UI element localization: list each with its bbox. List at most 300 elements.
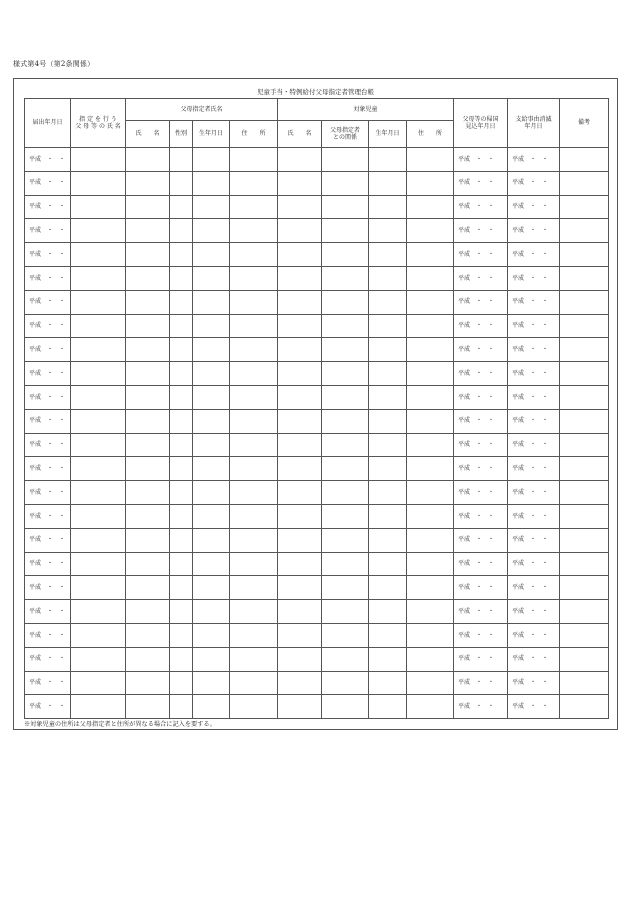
cell-return-date: 平成 ・ ・ [454,623,508,647]
cell-designee-sex [170,409,193,433]
cell-return-date: 平成 ・ ・ [454,148,508,172]
cell-child-address [407,600,454,624]
cell-child-birthdate [369,148,407,172]
cell-designee-sex [170,528,193,552]
cell-remarks [560,647,609,671]
cell-child-address [407,504,454,528]
table-row [25,314,609,338]
cell-designee-address [230,528,278,552]
cell-designee-address [230,576,278,600]
cell-designee-address [230,266,278,290]
cell-notification-date: 平成 ・ ・ [25,481,71,505]
cell-remarks [560,409,609,433]
header-child-birthdate: 生年月日 [369,121,407,148]
cell-child-name [278,171,322,195]
cell-child-relationship [322,528,369,552]
cell-remarks [560,219,609,243]
cell-return-date: 平成 ・ ・ [454,504,508,528]
ledger-body [25,148,609,719]
cell-child-relationship [322,338,369,362]
cell-notification-date: 平成 ・ ・ [25,338,71,362]
cell-return-date: 平成 ・ ・ [454,338,508,362]
cell-cessation-date: 平成 ・ ・ [508,600,560,624]
cell-designee-name [126,362,170,386]
cell-cessation-date: 平成 ・ ・ [508,266,560,290]
cell-child-birthdate [369,433,407,457]
table-row [25,647,609,671]
cell-designee-address [230,552,278,576]
cell-designee-name [126,457,170,481]
cell-notification-date: 平成 ・ ・ [25,433,71,457]
header-designee-birthdate: 生年月日 [193,121,230,148]
cell-child-address [407,576,454,600]
table-row [25,695,609,719]
table-row [25,433,609,457]
cell-designee-name [126,219,170,243]
table-row [25,481,609,505]
cell-designee-birthdate [193,314,230,338]
cell-designee-address [230,338,278,362]
cell-designating-parent [71,695,126,719]
cell-return-date: 平成 ・ ・ [454,600,508,624]
cell-return-date: 平成 ・ ・ [454,266,508,290]
cell-return-date: 平成 ・ ・ [454,385,508,409]
cell-child-birthdate [369,385,407,409]
cell-notification-date: 平成 ・ ・ [25,362,71,386]
cell-designee-birthdate [193,385,230,409]
cell-child-name [278,243,322,267]
cell-notification-date: 平成 ・ ・ [25,623,71,647]
cell-cessation-date: 平成 ・ ・ [508,647,560,671]
cell-designee-sex [170,266,193,290]
cell-child-birthdate [369,552,407,576]
cell-designee-sex [170,671,193,695]
cell-return-date: 平成 ・ ・ [454,171,508,195]
cell-return-date: 平成 ・ ・ [454,671,508,695]
cell-return-date: 平成 ・ ・ [454,243,508,267]
cell-designating-parent [71,457,126,481]
cell-designee-sex [170,385,193,409]
cell-designee-sex [170,195,193,219]
cell-child-name [278,671,322,695]
cell-designee-sex [170,243,193,267]
cell-child-relationship [322,409,369,433]
cell-child-name [278,195,322,219]
cell-child-relationship [322,362,369,386]
cell-designating-parent [71,623,126,647]
cell-designee-sex [170,433,193,457]
cell-return-date: 平成 ・ ・ [454,695,508,719]
header-designee-address: 住 所 [230,121,278,148]
cell-child-birthdate [369,576,407,600]
cell-return-date: 平成 ・ ・ [454,457,508,481]
cell-remarks [560,528,609,552]
cell-cessation-date: 平成 ・ ・ [508,171,560,195]
header-notification-date: 届出年月日 [25,99,71,148]
cell-remarks [560,457,609,481]
cell-designating-parent [71,504,126,528]
cell-cessation-date: 平成 ・ ・ [508,695,560,719]
cell-return-date: 平成 ・ ・ [454,314,508,338]
cell-child-relationship [322,243,369,267]
cell-child-relationship [322,219,369,243]
cell-child-name [278,481,322,505]
cell-designating-parent [71,148,126,172]
cell-child-name [278,552,322,576]
cell-child-birthdate [369,504,407,528]
cell-designee-birthdate [193,290,230,314]
cell-remarks [560,243,609,267]
cell-child-birthdate [369,219,407,243]
cell-child-name [278,695,322,719]
cell-child-birthdate [369,314,407,338]
cell-designee-address [230,600,278,624]
cell-cessation-date: 平成 ・ ・ [508,433,560,457]
cell-child-name [278,219,322,243]
cell-designee-sex [170,171,193,195]
cell-designee-birthdate [193,576,230,600]
cell-return-date: 平成 ・ ・ [454,576,508,600]
cell-child-relationship [322,314,369,338]
cell-designee-birthdate [193,600,230,624]
cell-designee-sex [170,362,193,386]
cell-designee-birthdate [193,623,230,647]
cell-child-address [407,409,454,433]
cell-designee-address [230,219,278,243]
cell-child-name [278,457,322,481]
cell-designee-name [126,433,170,457]
cell-child-address [407,362,454,386]
cell-child-name [278,576,322,600]
table-row [25,504,609,528]
cell-remarks [560,171,609,195]
cell-designee-sex [170,219,193,243]
cell-designee-address [230,481,278,505]
cell-designee-address [230,433,278,457]
cell-remarks [560,266,609,290]
cell-remarks [560,600,609,624]
table-row [25,195,609,219]
cell-designating-parent [71,600,126,624]
cell-notification-date: 平成 ・ ・ [25,290,71,314]
cell-designee-birthdate [193,671,230,695]
cell-child-relationship [322,195,369,219]
cell-designee-sex [170,290,193,314]
cell-designee-name [126,504,170,528]
cell-designee-name [126,314,170,338]
cell-remarks [560,338,609,362]
cell-child-relationship [322,600,369,624]
cell-notification-date: 平成 ・ ・ [25,409,71,433]
cell-designee-name [126,195,170,219]
header-child-name: 氏 名 [278,121,322,148]
cell-designee-birthdate [193,457,230,481]
cell-child-address [407,433,454,457]
cell-child-relationship [322,433,369,457]
cell-notification-date: 平成 ・ ・ [25,695,71,719]
header-child-relationship: 父母指定者 との関係 [322,121,369,148]
cell-designee-birthdate [193,409,230,433]
cell-cessation-date: 平成 ・ ・ [508,481,560,505]
cell-child-address [407,623,454,647]
cell-designee-birthdate [193,195,230,219]
cell-designating-parent [71,552,126,576]
cell-cessation-date: 平成 ・ ・ [508,552,560,576]
cell-designating-parent [71,528,126,552]
cell-designating-parent [71,195,126,219]
cell-remarks [560,290,609,314]
cell-child-name [278,362,322,386]
cell-child-address [407,457,454,481]
cell-return-date: 平成 ・ ・ [454,290,508,314]
cell-designating-parent [71,290,126,314]
cell-designating-parent [71,219,126,243]
cell-child-relationship [322,647,369,671]
cell-return-date: 平成 ・ ・ [454,552,508,576]
cell-child-birthdate [369,671,407,695]
table-row [25,600,609,624]
cell-designee-name [126,528,170,552]
table-row [25,409,609,433]
cell-designee-name [126,148,170,172]
cell-return-date: 平成 ・ ・ [454,433,508,457]
cell-cessation-date: 平成 ・ ・ [508,338,560,362]
cell-designating-parent [71,243,126,267]
cell-child-birthdate [369,362,407,386]
cell-designee-sex [170,647,193,671]
cell-designee-name [126,600,170,624]
cell-designee-sex [170,600,193,624]
cell-child-name [278,338,322,362]
cell-return-date: 平成 ・ ・ [454,362,508,386]
cell-designee-birthdate [193,695,230,719]
cell-designee-name [126,481,170,505]
cell-cessation-date: 平成 ・ ・ [508,457,560,481]
cell-child-relationship [322,695,369,719]
cell-designating-parent [71,409,126,433]
cell-child-name [278,623,322,647]
cell-designee-address [230,314,278,338]
cell-notification-date: 平成 ・ ・ [25,671,71,695]
cell-designee-address [230,409,278,433]
cell-designating-parent [71,314,126,338]
cell-designee-name [126,552,170,576]
cell-designee-name [126,243,170,267]
cell-designee-birthdate [193,647,230,671]
cell-child-address [407,148,454,172]
cell-return-date: 平成 ・ ・ [454,647,508,671]
cell-designee-address [230,457,278,481]
cell-child-address [407,219,454,243]
cell-cessation-date: 平成 ・ ・ [508,290,560,314]
cell-child-relationship [322,552,369,576]
cell-designee-name [126,647,170,671]
header-designee-group: 父母指定者氏名 [126,99,278,121]
cell-designating-parent [71,338,126,362]
cell-remarks [560,195,609,219]
cell-designee-sex [170,314,193,338]
cell-designee-sex [170,504,193,528]
cell-designee-birthdate [193,433,230,457]
cell-cessation-date: 平成 ・ ・ [508,671,560,695]
header-designee-name: 氏 名 [126,121,170,148]
cell-cessation-date: 平成 ・ ・ [508,576,560,600]
cell-designee-birthdate [193,171,230,195]
cell-child-name [278,385,322,409]
cell-return-date: 平成 ・ ・ [454,409,508,433]
cell-child-name [278,504,322,528]
cell-return-date: 平成 ・ ・ [454,528,508,552]
cell-remarks [560,148,609,172]
cell-notification-date: 平成 ・ ・ [25,171,71,195]
cell-cessation-date: 平成 ・ ・ [508,243,560,267]
cell-child-birthdate [369,195,407,219]
cell-child-address [407,695,454,719]
cell-remarks [560,385,609,409]
cell-notification-date: 平成 ・ ・ [25,148,71,172]
cell-child-name [278,647,322,671]
cell-designee-address [230,171,278,195]
table-row [25,528,609,552]
table-row [25,338,609,362]
cell-child-birthdate [369,695,407,719]
ledger-table [24,98,609,719]
cell-child-address [407,481,454,505]
cell-child-birthdate [369,481,407,505]
table-row [25,576,609,600]
cell-child-birthdate [369,528,407,552]
cell-notification-date: 平成 ・ ・ [25,504,71,528]
cell-designee-address [230,504,278,528]
cell-child-birthdate [369,647,407,671]
cell-designee-address [230,695,278,719]
cell-child-birthdate [369,600,407,624]
cell-child-address [407,338,454,362]
table-row [25,171,609,195]
cell-child-birthdate [369,623,407,647]
cell-cessation-date: 平成 ・ ・ [508,219,560,243]
cell-remarks [560,623,609,647]
cell-remarks [560,433,609,457]
header-remarks: 備考 [560,99,609,148]
form-label: 様式第4号（第2条関係） [13,60,95,68]
cell-remarks [560,362,609,386]
cell-designee-birthdate [193,481,230,505]
cell-return-date: 平成 ・ ・ [454,219,508,243]
cell-cessation-date: 平成 ・ ・ [508,409,560,433]
cell-child-relationship [322,148,369,172]
cell-notification-date: 平成 ・ ・ [25,385,71,409]
cell-child-birthdate [369,243,407,267]
header-child-address: 住 所 [407,121,454,148]
cell-child-relationship [322,266,369,290]
cell-remarks [560,504,609,528]
cell-cessation-date: 平成 ・ ・ [508,362,560,386]
cell-child-address [407,671,454,695]
cell-designee-birthdate [193,528,230,552]
cell-designee-sex [170,552,193,576]
cell-cessation-date: 平成 ・ ・ [508,385,560,409]
table-row [25,219,609,243]
cell-child-name [278,290,322,314]
cell-child-address [407,647,454,671]
cell-designee-birthdate [193,243,230,267]
table-row [25,385,609,409]
cell-designee-address [230,243,278,267]
table-row [25,671,609,695]
footnote: ※対象児童の住所は父母指定者と住所が異なる場合に記入を要する。 [24,721,216,728]
cell-designee-name [126,576,170,600]
cell-notification-date: 平成 ・ ・ [25,314,71,338]
cell-cessation-date: 平成 ・ ・ [508,504,560,528]
cell-child-relationship [322,385,369,409]
header-child-group: 対象児童 [278,99,454,121]
cell-designee-name [126,290,170,314]
cell-return-date: 平成 ・ ・ [454,195,508,219]
cell-child-address [407,290,454,314]
cell-designating-parent [71,171,126,195]
cell-cessation-date: 平成 ・ ・ [508,148,560,172]
cell-designee-birthdate [193,219,230,243]
cell-designee-address [230,290,278,314]
cell-child-birthdate [369,171,407,195]
cell-designee-birthdate [193,338,230,362]
cell-child-name [278,409,322,433]
cell-child-relationship [322,671,369,695]
cell-cessation-date: 平成 ・ ・ [508,528,560,552]
cell-designee-birthdate [193,552,230,576]
cell-remarks [560,481,609,505]
cell-child-birthdate [369,290,407,314]
cell-child-birthdate [369,266,407,290]
cell-designee-sex [170,457,193,481]
cell-designee-address [230,362,278,386]
cell-remarks [560,671,609,695]
cell-designee-birthdate [193,362,230,386]
table-row [25,290,609,314]
cell-child-address [407,195,454,219]
cell-return-date: 平成 ・ ・ [454,481,508,505]
cell-designee-sex [170,576,193,600]
cell-child-address [407,314,454,338]
cell-notification-date: 平成 ・ ・ [25,266,71,290]
cell-designee-name [126,171,170,195]
table-row [25,623,609,647]
cell-child-address [407,385,454,409]
table-row [25,552,609,576]
cell-remarks [560,314,609,338]
cell-designee-name [126,385,170,409]
cell-designating-parent [71,385,126,409]
cell-designee-address [230,385,278,409]
ledger-title: 児童手当・特例給付父母指定者管理台帳 [257,88,374,96]
cell-designee-address [230,647,278,671]
cell-child-relationship [322,171,369,195]
cell-child-birthdate [369,457,407,481]
cell-notification-date: 平成 ・ ・ [25,219,71,243]
cell-designee-name [126,338,170,362]
cell-child-birthdate [369,338,407,362]
cell-designee-address [230,195,278,219]
cell-designee-birthdate [193,504,230,528]
table-row [25,243,609,267]
header-return-date: 父母等の帰国 見込年月日 [454,99,508,148]
cell-child-name [278,600,322,624]
cell-designee-sex [170,148,193,172]
cell-child-address [407,528,454,552]
cell-cessation-date: 平成 ・ ・ [508,314,560,338]
cell-child-relationship [322,576,369,600]
